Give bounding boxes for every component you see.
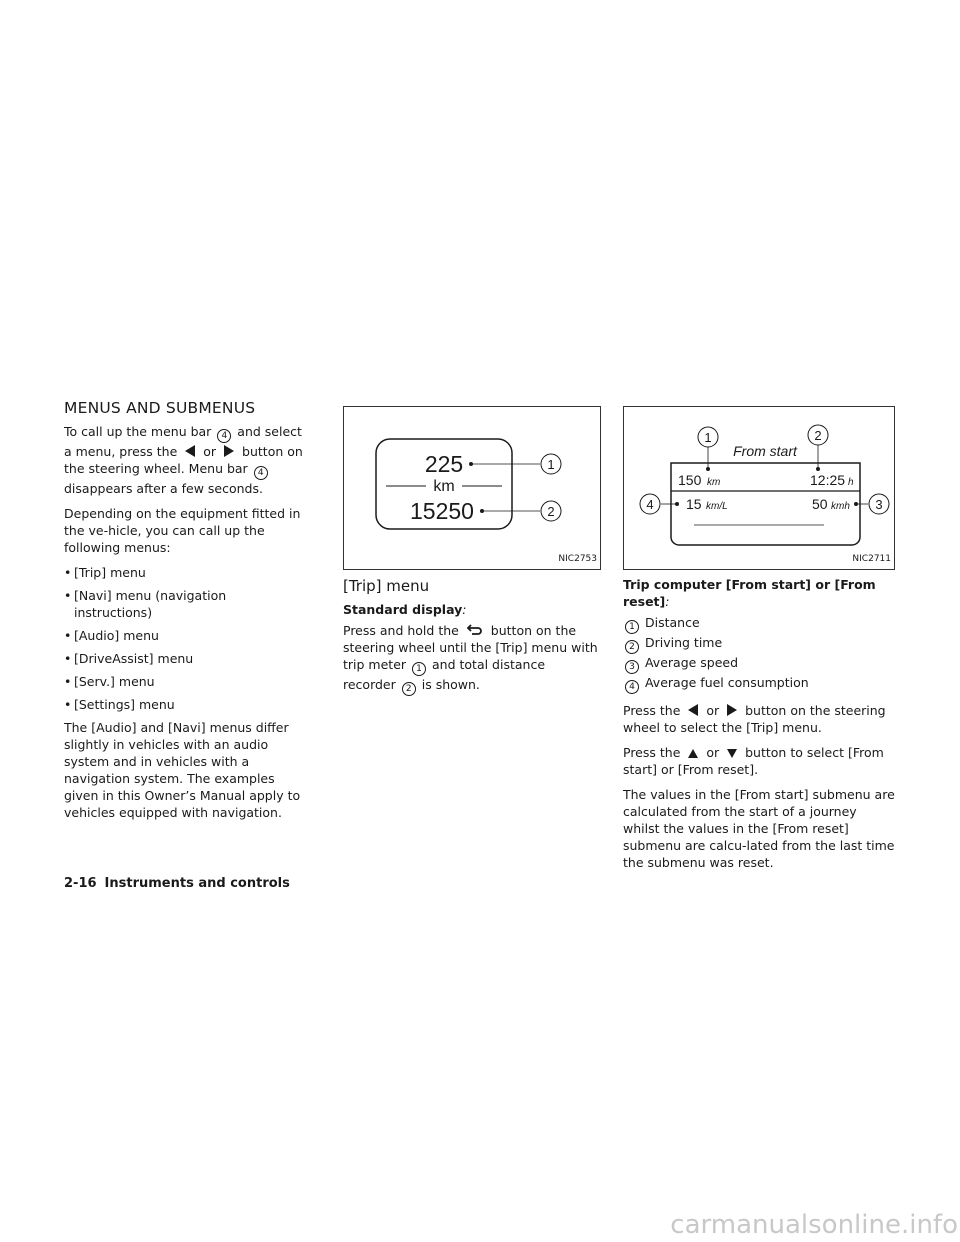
list-item: • [Navi] menu (navigation instructions) [64,587,308,621]
text-fragment: button to select [From start] or [From reset]. [623,745,884,777]
menu-list [64,564,308,713]
trip-display-illustration [344,407,600,569]
callout-2-icon: 2 [625,640,639,654]
callout-dot [706,467,710,471]
speed-unit: kmh [831,501,850,512]
callout-2-icon: 2 [402,682,416,696]
distance-unit: km [707,477,721,488]
menus-intro-paragraph: Depending on the equipment fitted in the ve-hicle, you can call up the following menus: [64,506,301,555]
total-distance-value: 15250 [410,498,474,524]
column-middle [343,400,601,704]
text-fragment: or [706,745,720,760]
audio-navi-paragraph: The [Audio] and [Navi] menus differ slightly in vehicles with an audio system and in vehicles with a navigation system. The examples given in this Owner’s Manual apply to vehicles equipped with navigation. [64,720,301,820]
callout-3-icon: 3 [625,660,639,674]
speed-value: 50 [812,496,828,512]
page-footer [64,876,290,891]
select-submenu-paragraph [623,744,895,778]
standard-display-label [343,601,601,618]
figure-legend [623,614,895,694]
legend-text: Average speed [644,655,739,670]
figure-caption [623,576,895,610]
text-fragment: button on the steering wheel to select the [Trip] menu. [623,703,886,735]
callout-4-icon: 4 [217,429,231,443]
menu-bar-paragraph [64,423,308,497]
page-number: 2-16 [64,876,97,891]
callout-number: 3 [875,497,883,512]
legend-text: Average fuel consumption [644,675,809,690]
submenu-values-paragraph: The values in the [From start] submenu are calculated from the start of a journey whilst the values in the [From reset] submenu are calcu-lated from the last time the submenu was reset. [623,787,895,870]
text-fragment: is shown. [421,677,480,692]
column-right [623,400,895,879]
text-fragment: disappears after a few seconds. [64,481,263,496]
caption-text: Trip computer [From start] or [From reset] [623,577,876,609]
legend-item [623,614,895,634]
list-item: • [Serv.] menu [64,673,308,690]
section-title: MENUS AND SUBMENUS [64,399,256,417]
text-fragment: and total distance recorder [343,657,546,692]
callout-number: 1 [704,430,712,445]
callout-number: 2 [814,428,822,443]
text-fragment: button on the steering wheel. Menu bar [64,444,303,476]
legend-item [623,654,895,674]
distance-value: 150 [678,472,702,488]
right-arrow-icon [727,704,737,716]
up-arrow-icon [688,749,698,758]
legend-text: Driving time [644,635,723,650]
left-arrow-icon [185,445,195,457]
time-unit: h [848,477,854,488]
left-arrow-icon [688,704,698,716]
figure-code: NIC2753 [558,554,597,564]
trip-menu-paragraph [343,622,601,696]
select-trip-paragraph [623,702,895,736]
legend-text: Distance [644,615,700,630]
from-start-header: From start [733,443,797,459]
unit-label: km [433,478,455,495]
callout-number: 2 [547,504,555,519]
label-text: Standard display [343,602,463,617]
callout-dot [816,467,820,471]
text-fragment: and select a menu, press the [64,424,302,459]
figure-trip-computer [623,406,895,570]
watermark: carmanualsonline.info [670,1210,958,1240]
callout-number: 4 [646,497,654,512]
legend-item [623,674,895,694]
text-fragment: button on the steering wheel until the [Trip] menu with trip meter [343,623,598,672]
list-item: • [DriveAssist] menu [64,650,308,667]
fuel-unit: km/L [706,501,728,512]
text-fragment: or [706,703,720,718]
text-fragment: Press the [623,745,681,760]
list-item: • [Audio] menu [64,627,308,644]
figure-code: NIC2711 [852,554,891,564]
list-item: • [Trip] menu [64,564,308,581]
callout-1-icon: 1 [625,620,639,634]
text-fragment: Press and hold the [343,623,459,638]
trip-meter-value: 225 [424,451,464,477]
text-fragment: Press the [623,703,681,718]
figure-trip-display [343,406,601,570]
callout-4-icon: 4 [625,680,639,694]
callout-4-icon: 4 [254,466,268,480]
trip-computer-illustration [624,407,894,569]
time-value: 12:25 [810,472,846,488]
callout-1-icon: 1 [412,662,426,676]
label-colon: : [462,602,467,617]
chapter-title: Instruments and controls [104,876,290,891]
text-fragment: or [203,444,217,459]
right-arrow-icon [224,445,234,457]
callout-number: 1 [547,457,555,472]
list-item: • [Settings] menu [64,696,308,713]
fuel-value: 15 [686,496,702,512]
trip-menu-heading: [Trip] menu [343,577,430,595]
legend-item [623,634,895,654]
caption-colon: : [665,594,670,609]
down-arrow-icon [727,749,737,758]
text-fragment: To call up the menu bar [64,424,212,439]
column-left [64,400,308,829]
return-arrow-icon [467,624,483,638]
